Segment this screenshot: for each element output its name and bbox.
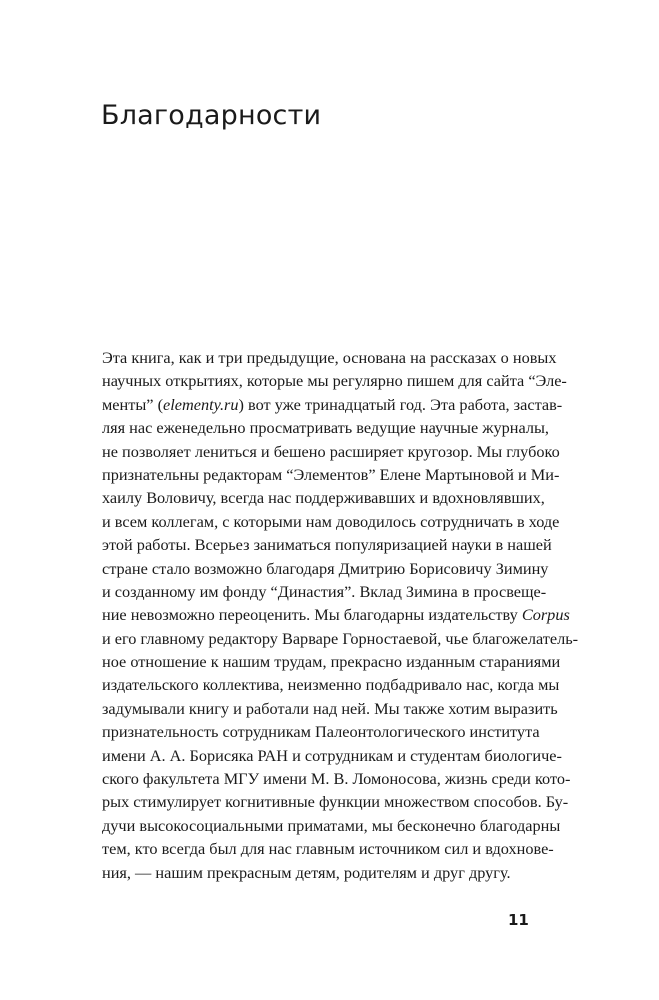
paragraph-line: тем, кто всегда был для нас главным источником сил и вдохнове- [102,839,554,859]
paragraph-line: научных открытиях, которые мы регулярно пишем для сайта “Эле- [102,371,567,391]
paragraph-line: дучи высокосоциальными приматами, мы бесконечно благодарны [102,815,561,835]
paragraph-line: менты” (elementy.ru) вот уже тринадцатый год. Эта работа, застав- [102,394,563,414]
paragraph-line: издательского коллектива, неизменно подбадривало нас, когда мы [102,675,560,695]
chapter-title: Благодарности [101,100,322,131]
paragraph-line: признательность сотрудникам Палеонтологического института [102,722,540,742]
italic-term: elementy.ru [163,394,239,414]
paragraph-line: рых стимулирует когнитивные функции множеством способов. Бу- [102,792,569,812]
paragraph-line: и созданному им фонду “Династия”. Вклад Зимина в просвеще- [102,581,547,601]
paragraph-line: задумывали книгу и работали над ней. Мы также хотим выразить [102,698,558,718]
italic-term: Corpus [521,605,570,625]
paragraph-line: признательны редакторам “Элементов” Елене Мартыновой и Ми- [102,464,560,484]
paragraph-line: ния, — нашим прекрасным детям, родителям и друг другу. [102,862,511,882]
paragraph-line: ное отношение к нашим трудам, прекрасно изданным стараниями [102,652,561,672]
paragraph-line: Эта книга, как и три предыдущие, основана на рассказах о новых [102,348,557,367]
paragraph-line: и его главному редактору Варваре Горностаевой, чье благожелатель- [102,628,579,648]
paragraph-line: ние невозможно переоценить. Мы благодарны издательству Corpus [102,605,570,625]
paragraph-line: имени А. А. Борисяка РАН и сотрудникам и студентам биологиче- [102,745,562,765]
paragraph-line: хаилу Воловичу, всегда нас поддерживавших и вдохновлявших, [102,488,545,508]
paragraph-line: и всем коллегам, с которыми нам доводилось сотрудничать в ходе [102,511,560,531]
paragraph-line: ского факультета МГУ имени М. В. Ломоносова, жизнь среди кото- [102,769,571,789]
paragraph-line: ляя нас еженедельно просматривать ведущие научные журналы, [102,418,549,438]
page-number: 11 [508,911,529,929]
acknowledgements-paragraph [102,346,579,884]
paragraph-line: этой работы. Всерьез заниматься популяризацией науки в нашей [102,535,552,555]
paragraph-line: стране стало возможно благодаря Дмитрию Борисовичу Зимину [102,558,549,578]
paragraph-line: не позволяет лениться и бешено расширяет кругозор. Мы глубоко [102,441,560,461]
